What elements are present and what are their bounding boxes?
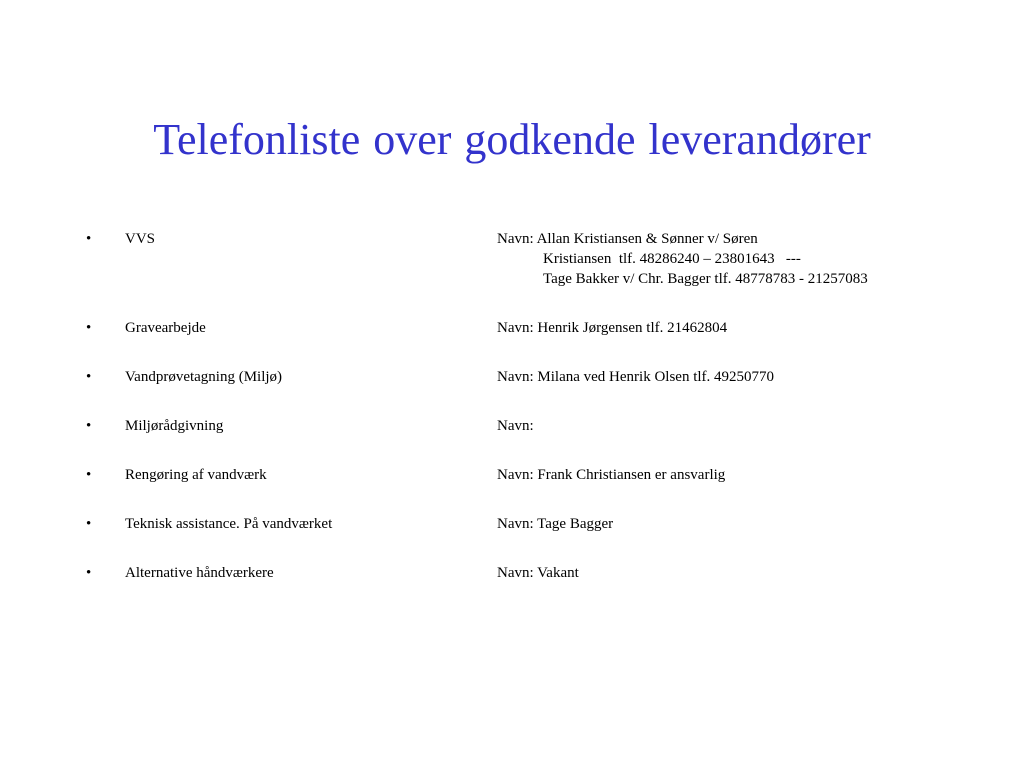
contact-line: Navn: Vakant bbox=[497, 565, 579, 581]
contact-info bbox=[497, 563, 997, 583]
category-label: Teknisk assistance. På vandværket bbox=[125, 516, 333, 532]
contact-line: Kristiansen tlf. 48286240 – 23801643 --- bbox=[543, 251, 801, 267]
contact-line: Navn: Milana ved Henrik Olsen tlf. 49250770 bbox=[497, 369, 775, 385]
bullet-icon: • bbox=[86, 467, 92, 483]
category-label: Vandprøvetagning (Miljø) bbox=[125, 369, 283, 385]
contact-info bbox=[497, 367, 997, 387]
bullet-icon: • bbox=[86, 565, 92, 581]
bullet-icon: • bbox=[86, 418, 92, 434]
category-label: Gravearbejde bbox=[125, 320, 206, 336]
contact-info bbox=[497, 465, 997, 485]
category-label: Alternative håndværkere bbox=[125, 565, 274, 581]
contact-line: Navn: bbox=[497, 418, 534, 434]
contact-info bbox=[497, 318, 997, 338]
bullet-icon: • bbox=[86, 516, 92, 532]
contact-info bbox=[497, 514, 997, 534]
contact-line: Navn: Frank Christiansen er ansvarlig bbox=[497, 467, 726, 483]
bullet-icon: • bbox=[86, 231, 92, 247]
slide-title: Telefonliste over godkende leverandører bbox=[153, 115, 871, 164]
contact-line: Tage Bakker v/ Chr. Bagger tlf. 48778783 - 21257083 bbox=[543, 271, 868, 287]
contact-line: Navn: Tage Bagger bbox=[497, 516, 614, 532]
bullet-icon: • bbox=[86, 320, 92, 336]
bullet-icon: • bbox=[86, 369, 92, 385]
contact-info bbox=[497, 416, 997, 436]
category-label: Miljørådgivning bbox=[125, 418, 224, 434]
contact-line: Navn: Henrik Jørgensen tlf. 21462804 bbox=[497, 320, 728, 336]
contact-info bbox=[497, 229, 997, 289]
contact-line: Navn: Allan Kristiansen & Sønner v/ Søren bbox=[497, 231, 758, 247]
category-label: VVS bbox=[125, 231, 156, 247]
category-label: Rengøring af vandværk bbox=[125, 467, 267, 483]
